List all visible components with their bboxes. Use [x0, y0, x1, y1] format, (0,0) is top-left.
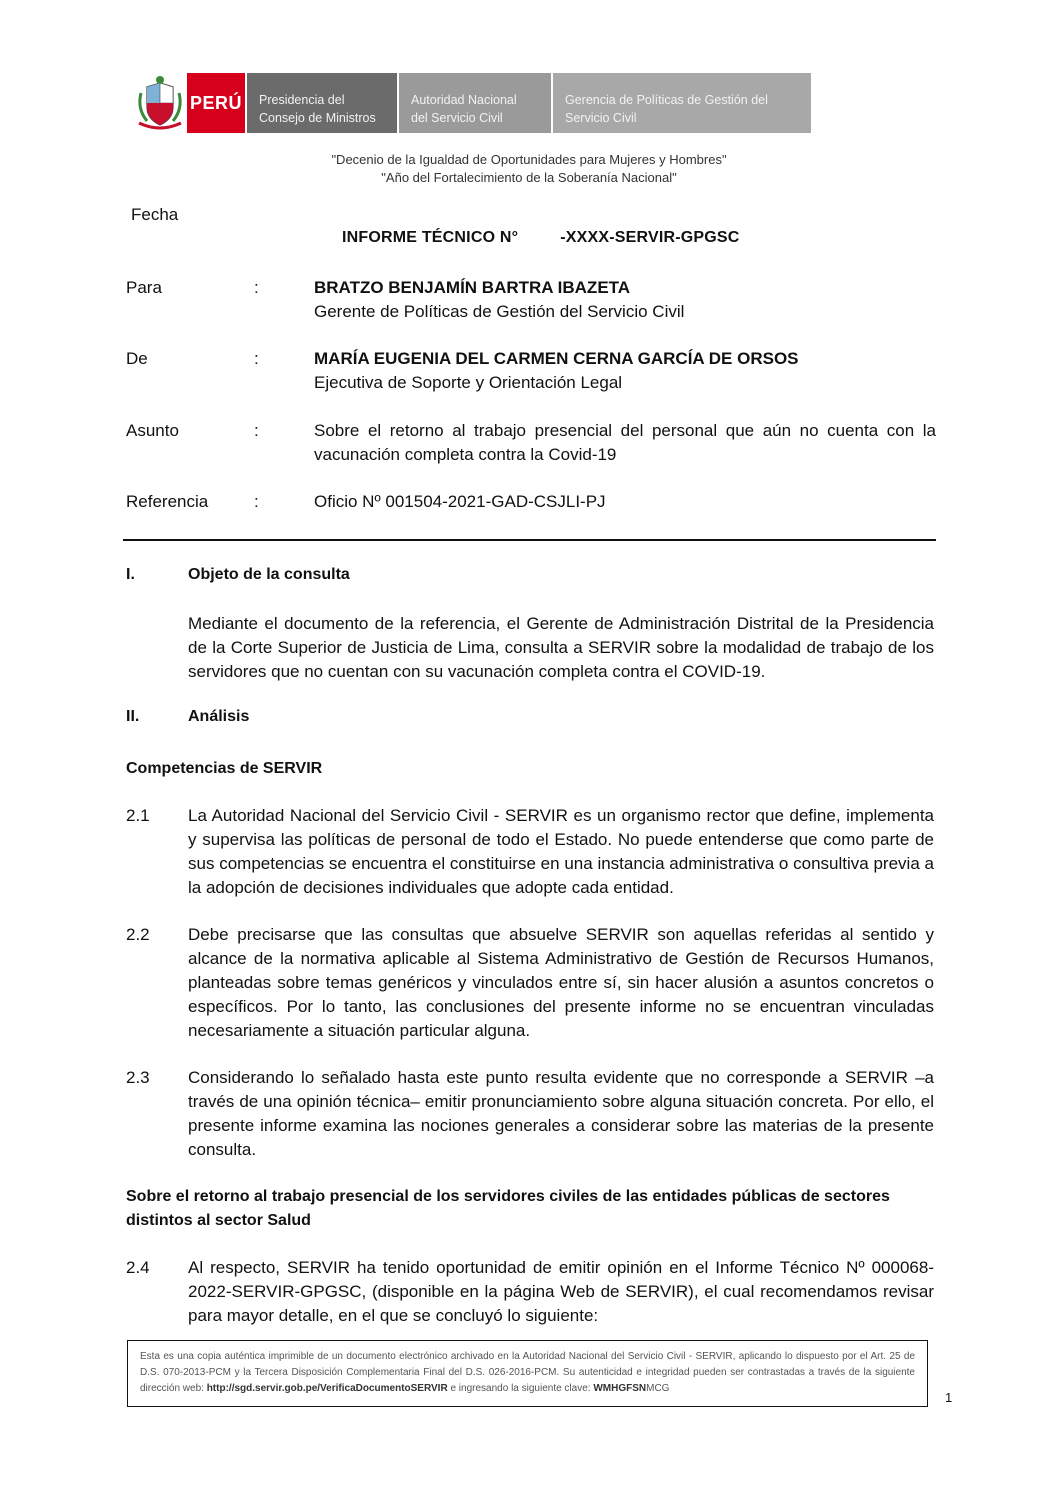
institutional-header — [133, 73, 811, 133]
meta-colon: : — [254, 421, 259, 440]
meta-colon: : — [254, 349, 259, 368]
paragraph-2-4 — [126, 1256, 934, 1328]
peru-logo: PERÚ — [187, 73, 245, 133]
recipient-name: BRATZO BENJAMÍN BARTRA IBAZETA — [314, 278, 631, 297]
meta-label: De — [126, 349, 148, 368]
notice-text-2: e ingresando la siguiente clave: — [447, 1383, 594, 1394]
paragraph-number: 2.2 — [126, 925, 150, 944]
paragraph-text: Debe precisarse que las consultas que absuelve SERVIR son aquellas referidas al sentido y alcance de la normativa aplicable al Sistema Administrativo de Gestión de Recursos Humanos, planteadas sobre temas genéricos y vinculados entre sí, sin hacer alusión a asuntos concretos o específicos. Por lo tanto, las conclusiones del presente informe no se encuentran vinculadas necesariamente a situación particular alguna. — [188, 925, 934, 1040]
recipient-role: Gerente de Políticas de Gestión del Servicio Civil — [314, 302, 685, 321]
paragraph-number: 2.3 — [126, 1068, 150, 1087]
header-box-servir: Autoridad Nacional del Servicio Civil — [399, 73, 551, 133]
section-title: Objeto de la consulta — [188, 566, 350, 583]
meta-de — [126, 347, 936, 397]
verification-url[interactable]: http://sgd.servir.gob.pe/VerificaDocumentoSERVIR — [206, 1383, 448, 1394]
meta-label: Para — [126, 278, 162, 297]
paragraph-text: La Autoridad Nacional del Servicio Civil - SERVIR es un organismo rector que define, implementa y supervisa las políticas de personal de todo el Estado. No puede entenderse que como parte de sus competencias se encuentra el constituirse en una instancia administrativa o consultiva previa a la adopción de decisiones individuales que adopte cada entidad. — [188, 806, 934, 897]
divider — [123, 539, 936, 541]
meta-colon: : — [254, 278, 259, 297]
report-number: -XXXX-SERVIR-GPGSC — [560, 229, 740, 246]
section-1-body: Mediante el documento de la referencia, el Gerente de Administración Distrital de la Presidencia de la Corte Superior de Justicia de Lima, consulta a SERVIR sobre la modalidad de trabajo de los servidores que no cuentan con su vacunación completa contra el COVID-19. — [188, 614, 934, 681]
key-suffix: MCG — [646, 1383, 670, 1394]
sender-role: Ejecutiva de Soporte y Orientación Legal — [314, 373, 623, 392]
header-box-pcm: Presidencia del Consejo de Ministros — [247, 73, 397, 133]
date-label: Fecha — [131, 205, 179, 224]
coat-of-arms-icon — [133, 73, 187, 133]
notice-text: Esta es una copia auténtica imprimible de un documento electrónico archivado en la Autoridad Nacional del Servicio Civil - SERVIR, aplicando lo dispuesto por el Art. 25 de D.S. 070-2013-PCM y la Tercera Disposición Complementaria Final del D.S. 026-2016-PCM. Su autenticidad e integridad pueden ser contrastadas a través de la siguiente dirección web: — [140, 1351, 915, 1394]
page-number: 1 — [945, 1390, 953, 1405]
paragraph-text: Al respecto, SERVIR ha tenido oportunidad de emitir opinión en el Informe Técnico Nº 000068-2022-SERVIR-GPGSC, (disponible en la página Web de SERVIR), el cual recomendamos revisar para mayor detalle, en el que se concluyó lo siguiente: — [188, 1258, 934, 1325]
authenticity-notice — [127, 1340, 928, 1407]
reference-text: Oficio Nº 001504-2021-GAD-CSJLI-PJ — [314, 492, 606, 511]
subtitle-competencias: Competencias de SERVIR — [126, 760, 323, 777]
subject-text: Sobre el retorno al trabajo presencial del personal que aún no cuenta con la vacunación completa contra la Covid-19 — [314, 421, 936, 464]
meta-para — [126, 276, 936, 326]
paragraph-2-1 — [126, 804, 934, 900]
paragraph-2-2 — [126, 923, 934, 1043]
section-heading-2 — [126, 708, 526, 730]
sender-name: MARÍA EUGENIA DEL CARMEN CERNA GARCÍA DE ORSOS — [314, 349, 799, 368]
meta-referencia — [126, 490, 936, 516]
meta-label: Referencia — [126, 492, 209, 511]
report-title — [342, 229, 740, 247]
paragraph-text: Considerando lo señalado hasta este punto resulta evidente que no corresponde a SERVIR –a través de una opinión técnica– emitir pronunciamiento sobre alguna situación concreta. Por ello, el presente informe examina las nociones generales a considerar sobre las materias de la presente consulta. — [188, 1068, 934, 1159]
meta-colon: : — [254, 492, 259, 511]
decenio-line: "Decenio de la Igualdad de Oportunidades para Mujeres y Hombres" — [331, 152, 727, 167]
header-box-gerencia: Gerencia de Políticas de Gestión del Servicio Civil — [553, 73, 811, 133]
meta-label: Asunto — [126, 421, 179, 440]
year-slogans — [0, 151, 1058, 187]
section-number: I. — [126, 566, 135, 583]
section-title: Análisis — [188, 708, 250, 725]
subtitle-retorno: Sobre el retorno al trabajo presencial de los servidores civiles de las entidades públicas de sectores distintos al sector Salud — [126, 1188, 890, 1229]
year-line: "Año del Fortalecimiento de la Soberanía Nacional" — [381, 170, 677, 185]
paragraph-number: 2.4 — [126, 1258, 150, 1277]
report-prefix: INFORME TÉCNICO N° — [342, 229, 519, 246]
section-heading-1 — [126, 566, 526, 588]
verification-key: WMHGFSN — [593, 1383, 647, 1394]
paragraph-2-3 — [126, 1066, 934, 1162]
section-number: II. — [126, 708, 140, 725]
meta-asunto — [126, 419, 936, 469]
paragraph-number: 2.1 — [126, 806, 150, 825]
